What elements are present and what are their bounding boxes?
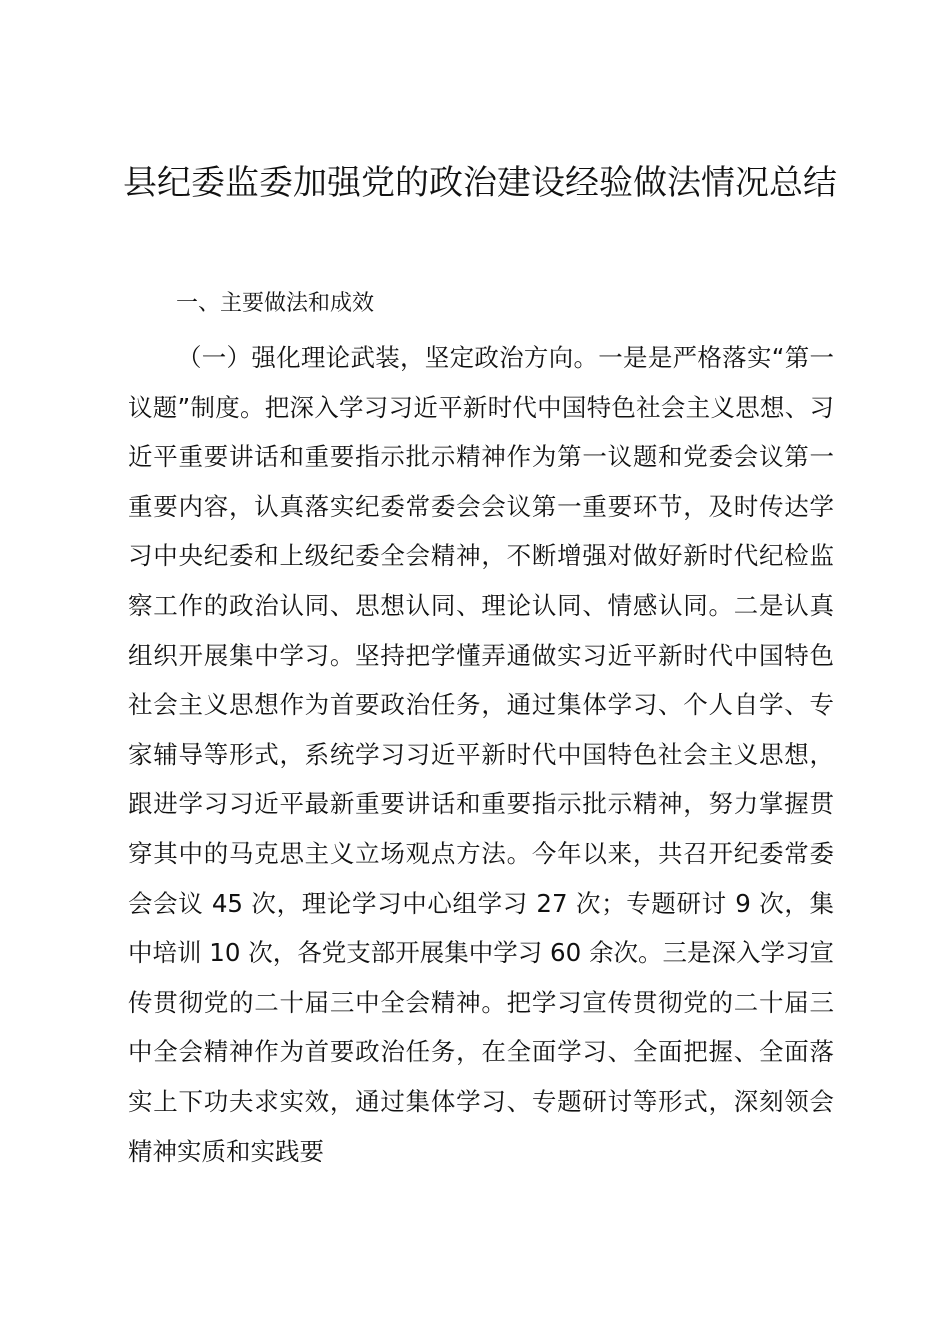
document-title: 县纪委监委加强党的政治建设经验做法情况总结 [123,163,837,203]
body-paragraph: （一）强化理论武装，坚定政治方向。一是是严格落实“第一议题”制度。把深入学习习近平新时代中国特色社会主义思想、习近平重要讲话和重要指示批示精神作为第一议题和党委会议第一重要内容，认真落实纪委常委会会议第一重要环节，及时传达学习中央纪委和上级纪委全会精神，不断增强对做好新时代纪检监察工作的政治认同、思想认同、理论认同、情感认同。二是认真组织开展集中学习。坚持把学懂弄通做实习近平新时代中国特色社会主义思想作为首要政治任务，通过集体学习、个人自学、专家辅导等形式，系统学习习近平新时代中国特色社会主义思想，跟进学习习近平最新重要讲话和重要指示批示精神，努力掌握贯穿其中的马克思主义立场观点方法。今年以来，共召开纪委常委会会议 45 次，理论学习中心组学习 27 次；专题研讨 9 次，集中培训 10 次，各党支部开展集中学习 60 余次。三是深入学习宣传贯彻党的二十届三中全会精神。把学习宣传贯彻党的二十届三中全会精神作为首要政治任务，在全面学习、全面把握、全面落实上下功夫求实效，通过集体学习、专题研讨等形式，深刻领会精神实质和实践要 [128,343,834,1166]
section-heading: 一、主要做法和成效 [176,291,375,316]
